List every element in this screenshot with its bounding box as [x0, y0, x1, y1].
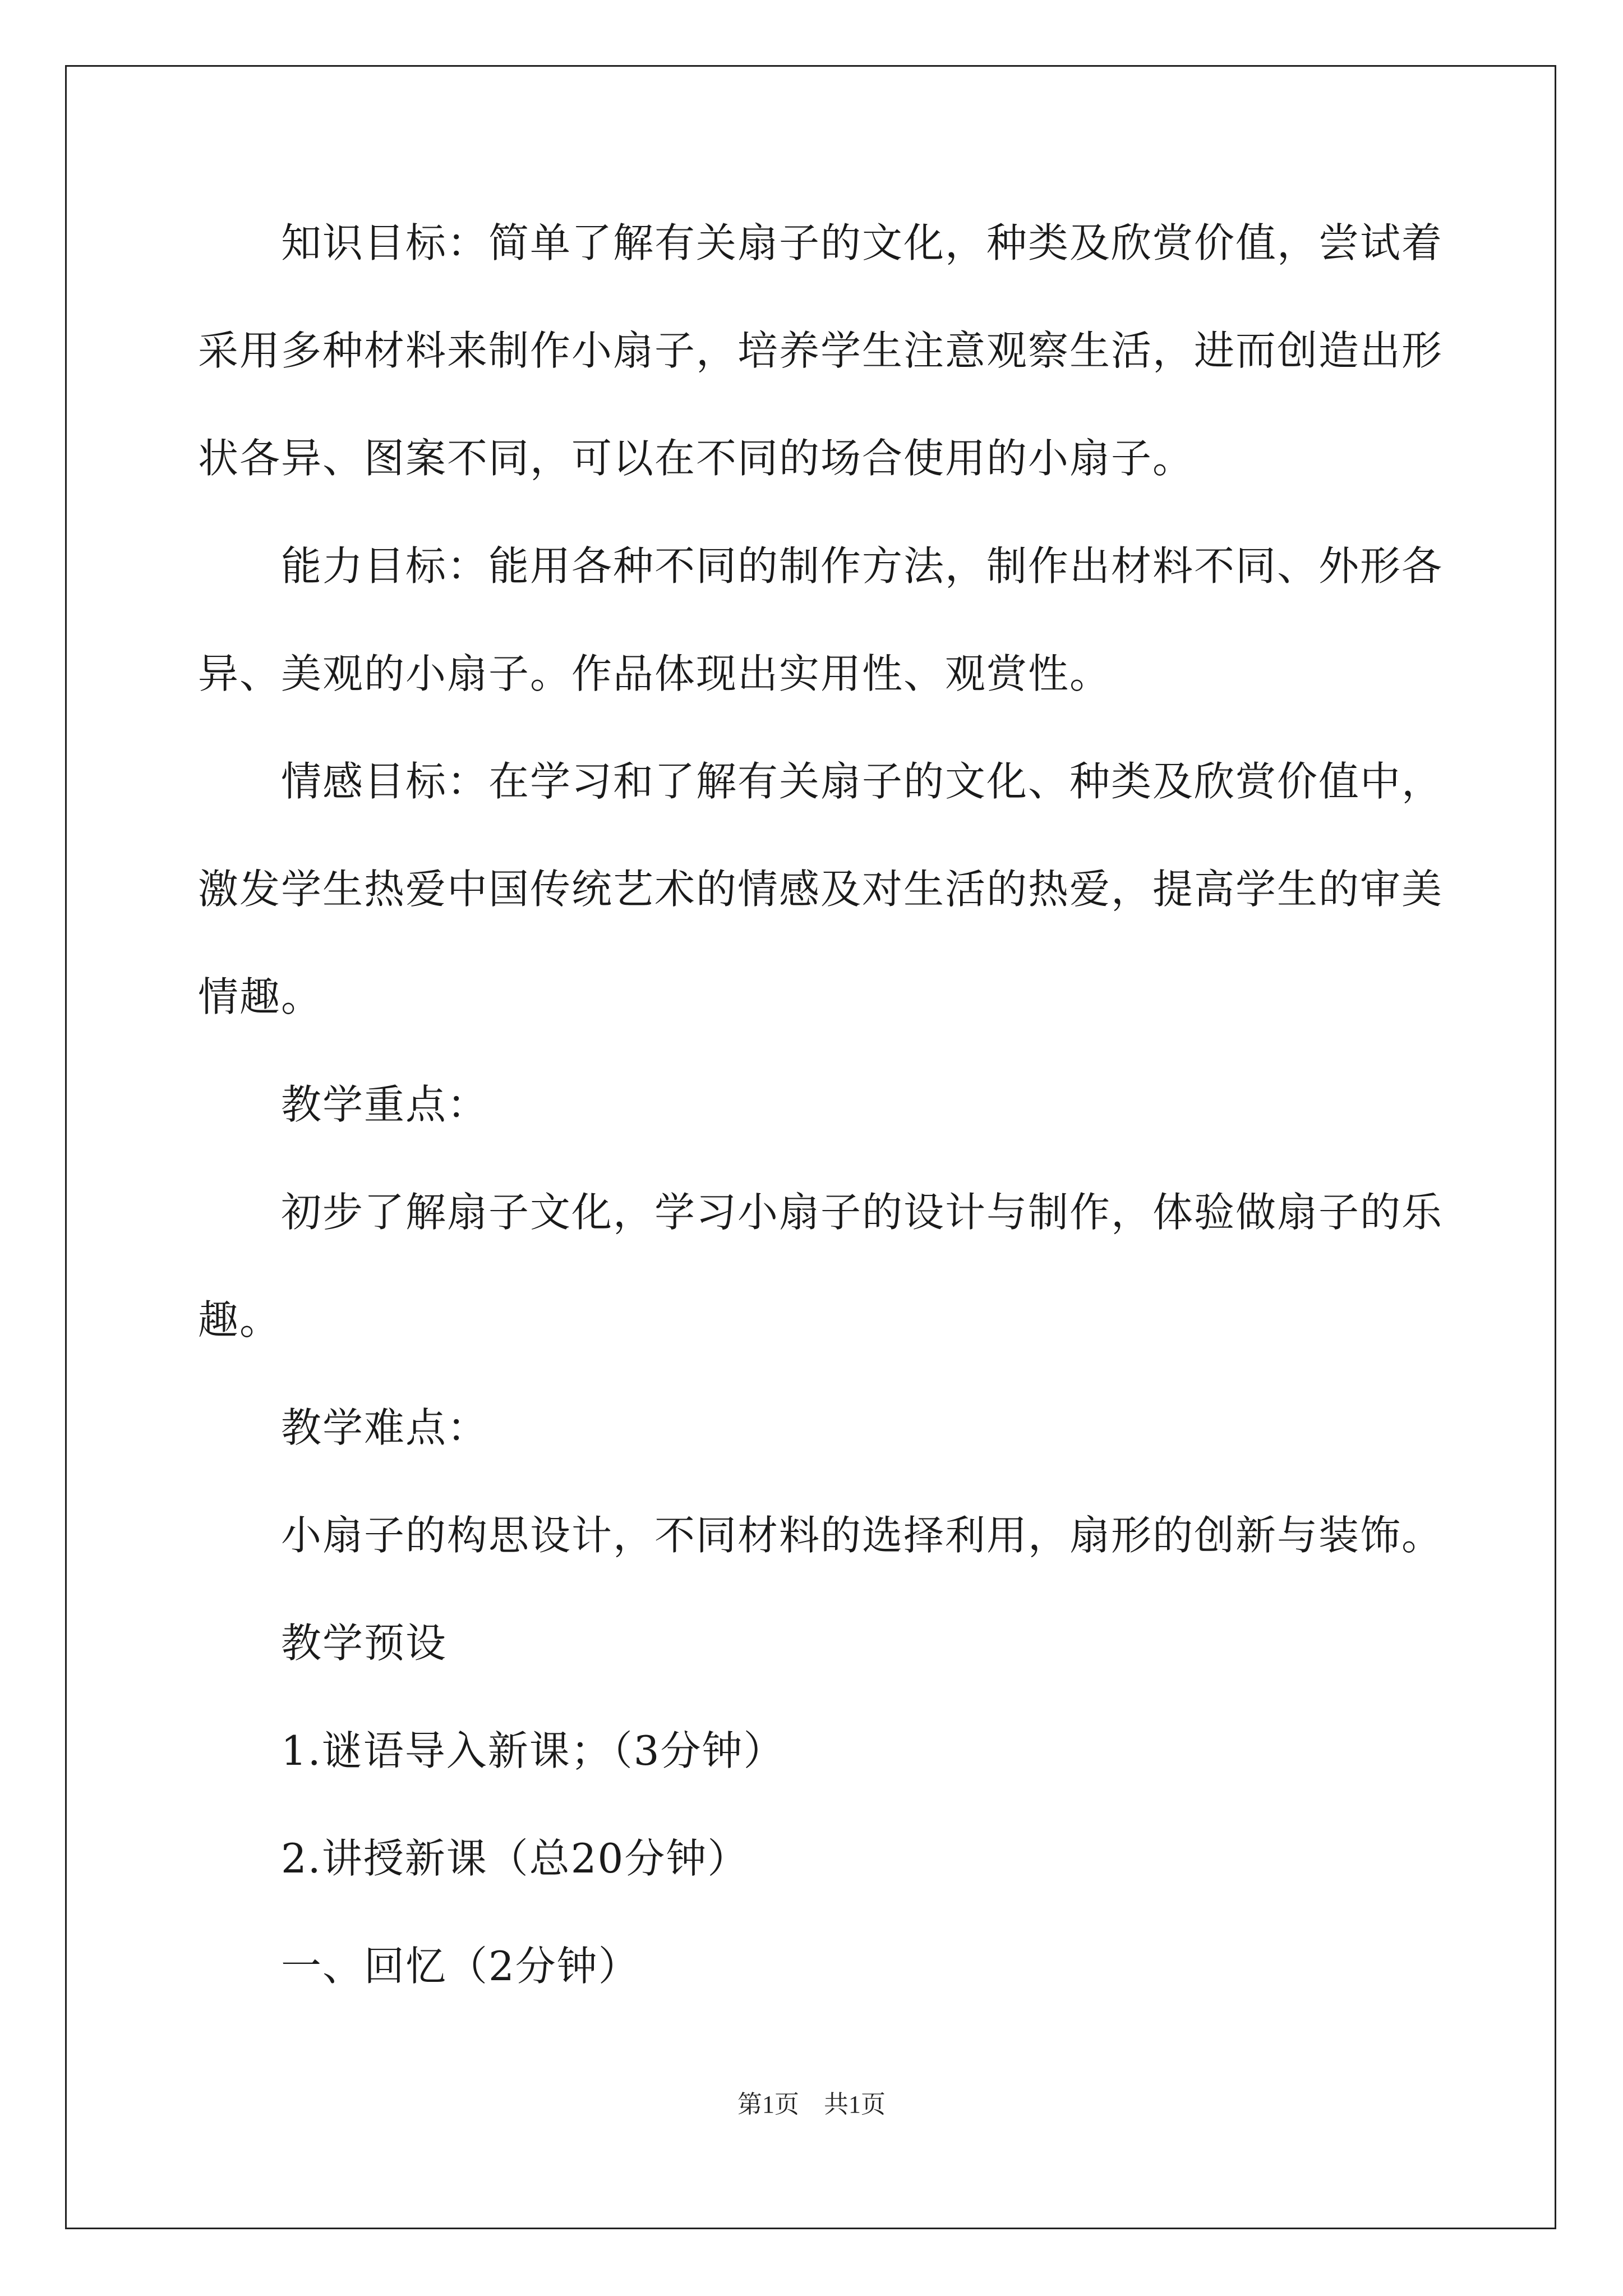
paragraph-knowledge-goal-line-2: 采用多种材料来制作小扇子，培养学生注意观察生活，进而创造出形	[198, 327, 1444, 374]
paragraph-emotion-goal-line-1: 情感目标：在学习和了解有关扇子的文化、种类及欣赏价值中，	[281, 758, 1444, 805]
heading-teaching-difficulty: 教学难点：	[281, 1404, 489, 1451]
paragraph-knowledge-goal-line-1: 知识目标：简单了解有关扇子的文化，种类及欣赏价值，尝试着	[281, 219, 1444, 266]
heading-teaching-plan: 教学预设	[281, 1619, 448, 1667]
paragraph-ability-goal-line-2: 异、美观的小扇子。作品体现出实用性、观赏性。	[198, 650, 1112, 697]
paragraph-ability-goal-line-1: 能力目标：能用各种不同的制作方法，制作出材料不同、外形各	[281, 542, 1444, 590]
paragraph-emotion-goal-line-3: 情趣。	[198, 973, 323, 1020]
paragraph-emotion-goal-line-2: 激发学生热爱中国传统艺术的情感及对生活的热爱，提高学生的审美	[198, 866, 1444, 913]
list-item-recall: 一、回忆（2分钟）	[281, 1943, 640, 1990]
page-border	[65, 65, 1556, 2229]
paragraph-teaching-difficulty: 小扇子的构思设计，不同材料的选择利用，扇形的创新与装饰。	[281, 1512, 1444, 1559]
paragraph-knowledge-goal-line-3: 状各异、图案不同，可以在不同的场合使用的小扇子。	[198, 435, 1195, 482]
paragraph-teaching-focus-line-1: 初步了解扇子文化，学习小扇子的设计与制作，体验做扇子的乐	[281, 1189, 1444, 1236]
page-footer: 第1页 共1页	[737, 2091, 886, 2118]
list-item-step-2: 2.讲授新课（总20分钟）	[281, 1835, 749, 1882]
list-item-step-1: 1.谜语导入新课；（3分钟）	[281, 1727, 785, 1774]
paragraph-teaching-focus-line-2: 趣。	[198, 1296, 282, 1343]
heading-teaching-focus: 教学重点：	[281, 1081, 489, 1128]
